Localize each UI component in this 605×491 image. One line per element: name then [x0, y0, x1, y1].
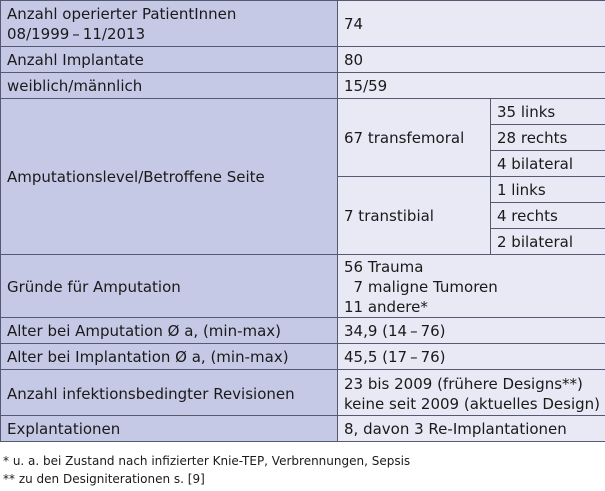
row-label-sex: weiblich/männlich	[1, 73, 338, 99]
label-line: 08/1999 – 11/2013	[7, 24, 146, 43]
row-label-age-implantation: Alter bei Implantation Ø a, (min-max)	[1, 344, 338, 370]
table-row	[1, 344, 605, 370]
table-row	[1, 318, 605, 344]
row-label-patients	[1, 1, 338, 47]
table-row	[1, 1, 605, 47]
row-value-implants: 80	[338, 47, 605, 73]
transtibial-side-right: 4 rechts	[491, 203, 605, 229]
table-row	[1, 47, 605, 73]
row-label-amputation-level: Amputationslevel/Betroffene Seite	[1, 99, 338, 255]
row-value-patients: 74	[338, 1, 605, 47]
revisions-since-2009: keine seit 2009 (aktuelles Design)	[344, 394, 600, 413]
row-value-age-implantation: 45,5 (17 – 76)	[338, 344, 605, 370]
transfemoral-side-right: 28 rechts	[491, 125, 605, 151]
footnotes	[3, 452, 410, 488]
table-row	[1, 416, 605, 442]
reason-other: 11 andere*	[344, 298, 428, 316]
amputation-transfemoral: 67 transfemoral	[338, 99, 491, 177]
revisions-before-2009: 23 bis 2009 (frühere Designs**)	[344, 374, 583, 393]
row-value-age-amputation: 34,9 (14 – 76)	[338, 318, 605, 344]
row-value-sex: 15/59	[338, 73, 605, 99]
footnote-2: ** zu den Designiterationen s. [9]	[3, 472, 205, 486]
row-value-reasons	[338, 255, 605, 318]
row-value-explantations: 8, davon 3 Re-Implantationen	[338, 416, 605, 442]
table-row	[1, 99, 605, 125]
transtibial-side-bilateral: 2 bilateral	[491, 229, 605, 255]
table-row	[1, 73, 605, 99]
row-label-implants: Anzahl Implantate	[1, 47, 338, 73]
row-value-revisions	[338, 370, 605, 416]
transfemoral-side-bilateral: 4 bilateral	[491, 151, 605, 177]
row-label-explantations: Explantationen	[1, 416, 338, 442]
table-row	[1, 255, 605, 318]
row-label-revisions: Anzahl infektionsbedingter Revisionen	[1, 370, 338, 416]
table-row	[1, 370, 605, 416]
label-line: Anzahl operierter PatientInnen	[7, 4, 237, 23]
amputation-transtibial: 7 transtibial	[338, 177, 491, 255]
footnote-1: * u. a. bei Zustand nach infizierter Knie-TEP, Verbrennungen, Sepsis	[3, 454, 411, 468]
row-label-reasons: Gründe für Amputation	[1, 255, 338, 318]
transfemoral-side-left: 35 links	[491, 99, 605, 125]
reason-trauma: 56 Trauma	[344, 258, 424, 276]
transtibial-side-left: 1 links	[491, 177, 605, 203]
reason-tumors: 7 maligne Tumoren	[344, 278, 498, 296]
row-label-age-amputation: Alter bei Amputation Ø a, (min-max)	[1, 318, 338, 344]
